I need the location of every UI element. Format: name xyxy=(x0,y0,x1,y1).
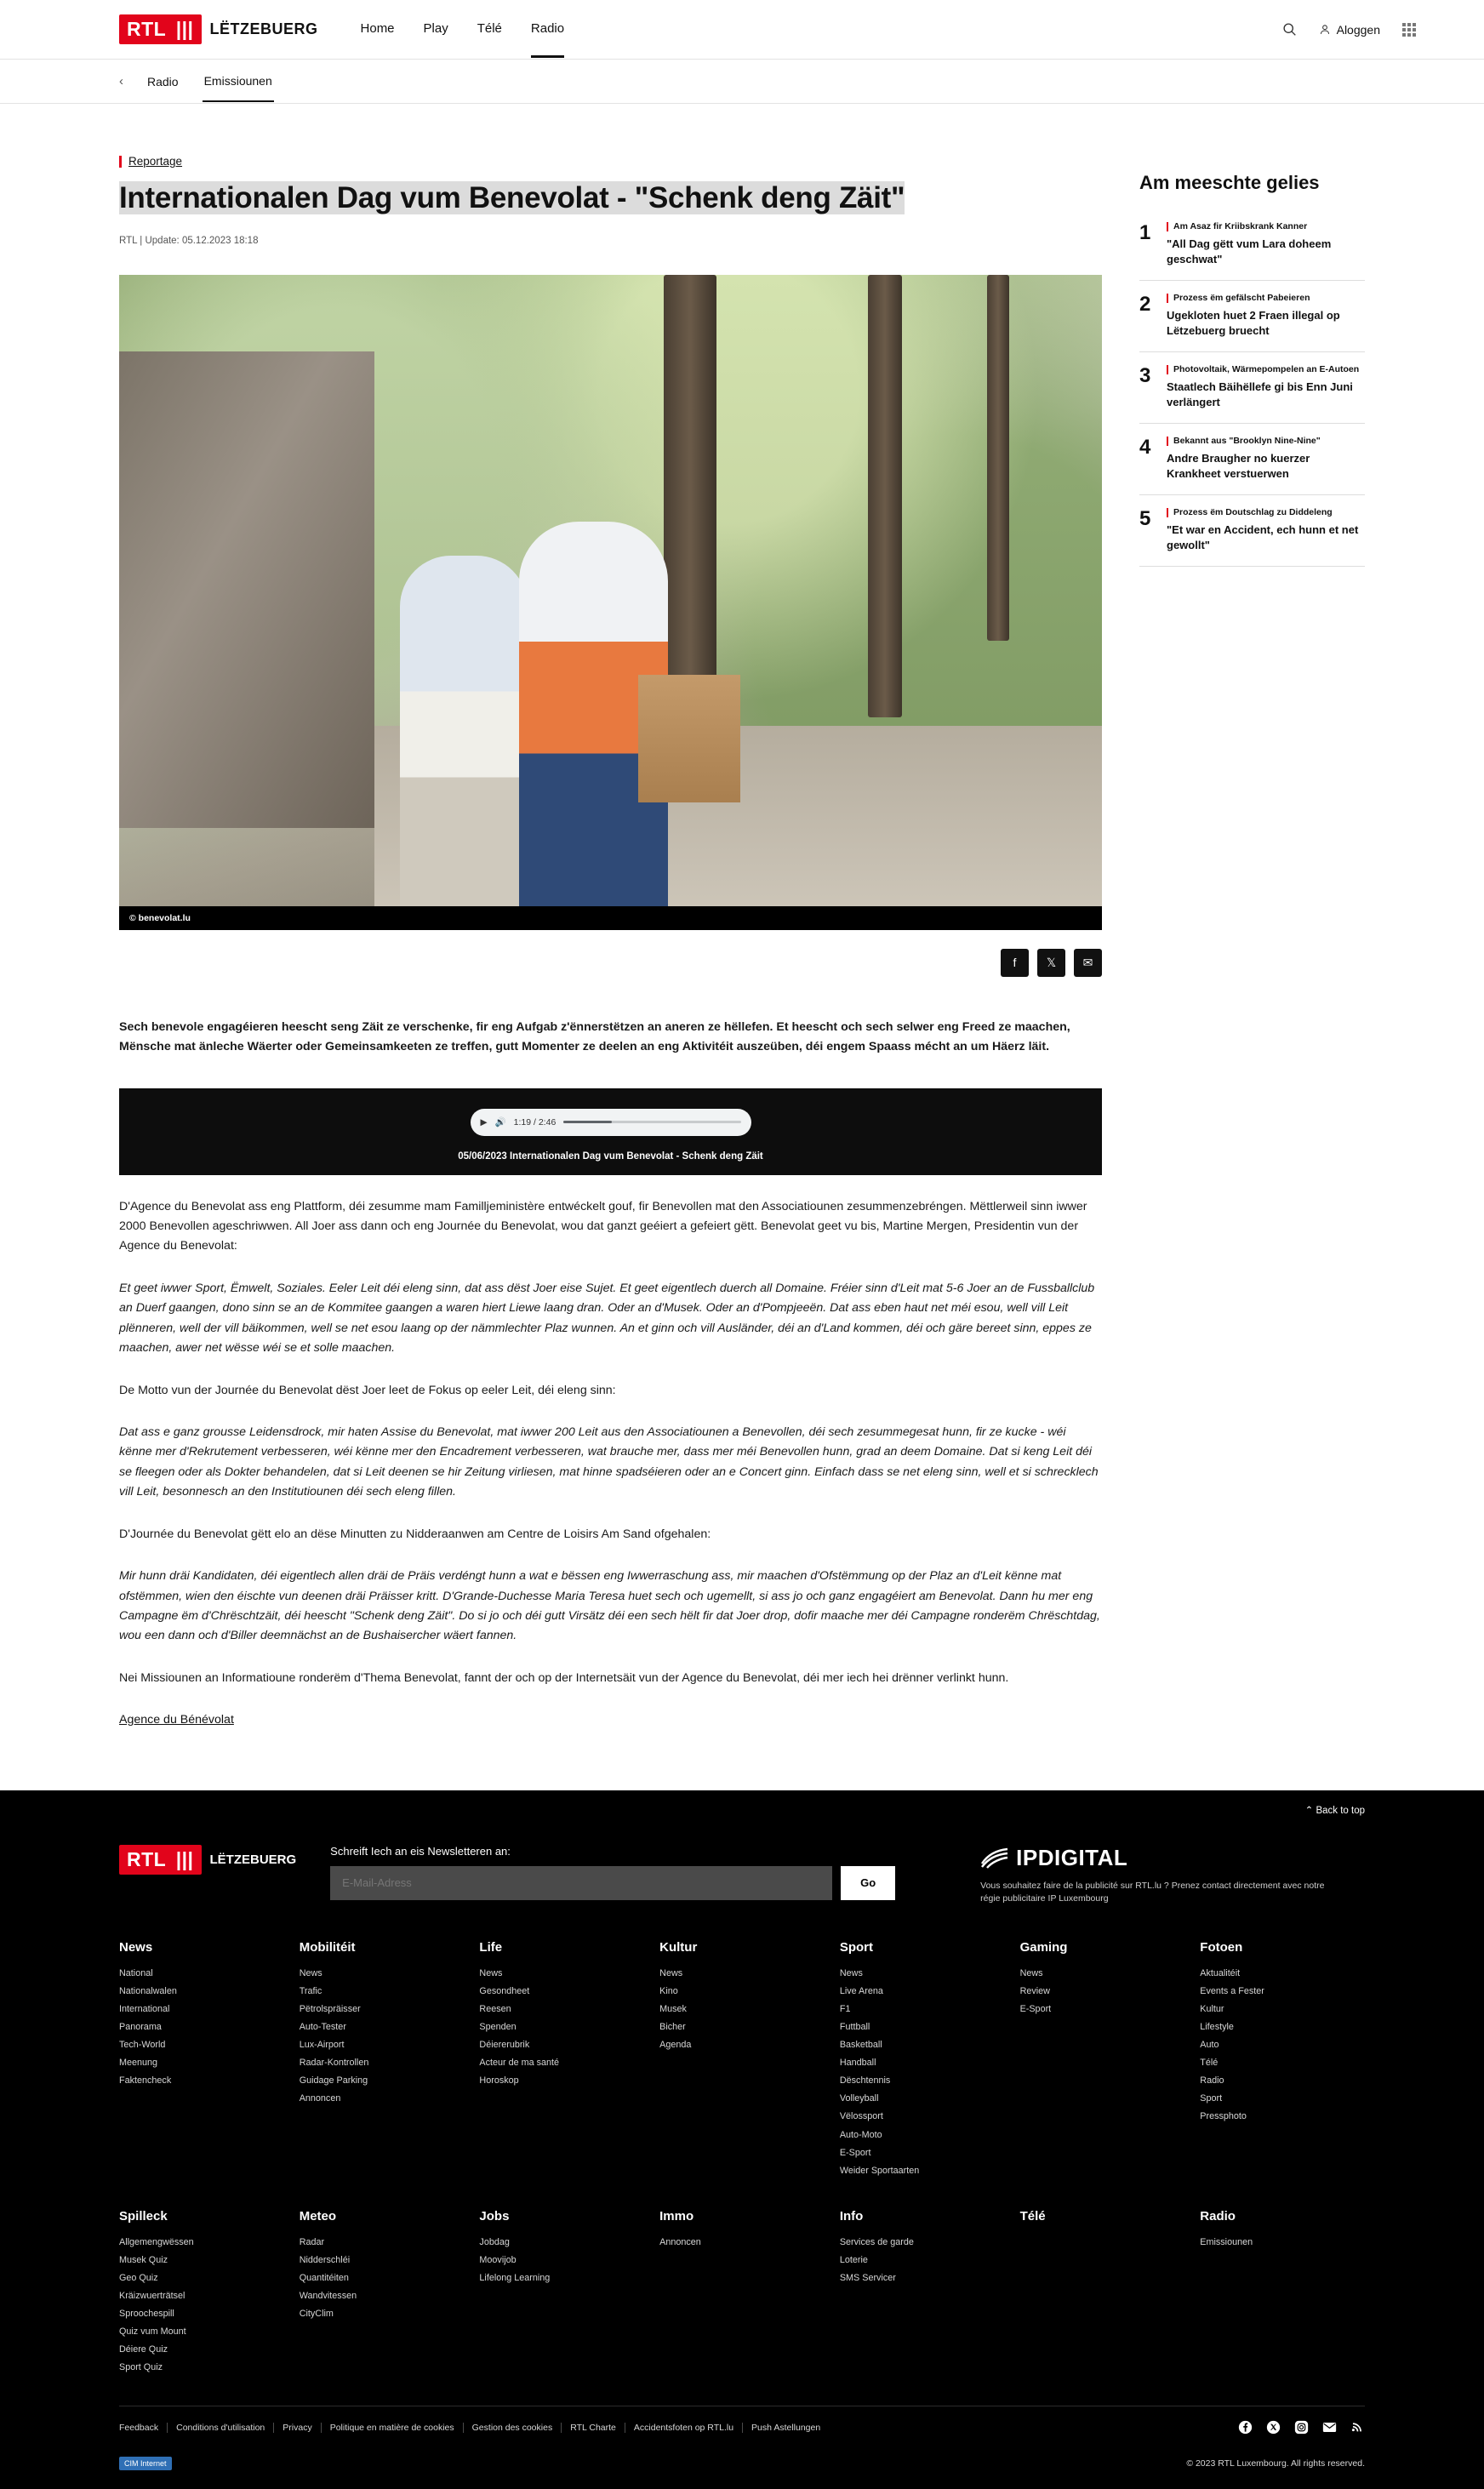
rtl-logo-mark xyxy=(119,1845,202,1875)
footer-link[interactable]: Spenden xyxy=(479,2022,517,2033)
audio-player-block xyxy=(119,1088,1102,1175)
footer-column-tele xyxy=(1020,2209,1185,2377)
footer-link[interactable]: Musek xyxy=(659,2004,687,2015)
top-right-actions xyxy=(1282,22,1441,37)
footer-link[interactable]: CityClim xyxy=(299,2308,334,2319)
hero-wall-shape xyxy=(119,351,374,828)
sub-navigation-bar xyxy=(0,60,1484,104)
ip-digital-swoosh-icon xyxy=(980,1847,1009,1869)
article-paragraph: D'Journée du Benevolat gëtt elo an dëse Minutten zu Nidderaanwen am Centre de Loisirs Am Sand ofgehalen: xyxy=(119,1527,711,1541)
kicker-accent-bar xyxy=(1167,222,1168,231)
footer-link[interactable]: Sport Quiz xyxy=(119,2362,163,2372)
footer-link[interactable]: Wandvitessen xyxy=(299,2290,357,2301)
rank-kicker xyxy=(1167,507,1365,517)
hero-person-elderly xyxy=(400,556,528,913)
footer-column-title: Télé xyxy=(1019,2208,1046,2224)
footer-link[interactable]: Vëlossport xyxy=(839,2111,883,2122)
ip-digital-logo-text: IPDIGITAL xyxy=(1016,1844,1128,1870)
footer-column-immo xyxy=(659,2209,825,2377)
footer-link[interactable]: Faktencheck xyxy=(119,2075,172,2087)
audio-progress-bar[interactable] xyxy=(563,1121,740,1123)
login-label: Aloggen xyxy=(1336,22,1380,37)
rank-title: "Et war en Accident, ech hunn et net gewollt" xyxy=(1167,523,1359,551)
hero-tree-2 xyxy=(868,275,902,717)
rank-number: 5 xyxy=(1139,507,1151,531)
rank-title: "All Dag gëtt vum Lara doheem geschwat" xyxy=(1167,237,1332,265)
rank-kicker xyxy=(1167,364,1365,374)
rank-kicker xyxy=(1167,221,1365,231)
footer-link[interactable]: Pressphoto xyxy=(1200,2111,1247,2122)
footer-column-title: Meteo xyxy=(299,2208,337,2224)
back-to-top-bar xyxy=(0,1790,1484,1821)
footer-link[interactable]: Bicher xyxy=(659,2022,686,2033)
footer-link[interactable]: Weider Sportaarten xyxy=(839,2165,920,2176)
footer-link[interactable]: Reesen xyxy=(479,2004,511,2015)
rank-title: Andre Braugher no kuerzer Krankheet verstuerwen xyxy=(1167,452,1310,480)
footer-link[interactable]: Horoskop xyxy=(479,2075,519,2087)
footer-social-icons xyxy=(1238,2420,1365,2435)
agence-benevolat-link[interactable]: Agence du Bénévolat xyxy=(119,1713,234,1727)
hero-image-container xyxy=(119,275,1102,930)
instagram-icon[interactable] xyxy=(1294,2420,1309,2435)
login-button[interactable] xyxy=(1319,23,1380,37)
article-byline: RTL | Update: 05.12.2023 18:18 xyxy=(119,235,259,246)
rank-title: Staatlech Bäihëllefe gi bis Enn Juni verlängert xyxy=(1167,380,1353,408)
footer-link[interactable]: E-Sport xyxy=(839,2147,871,2158)
facebook-icon[interactable] xyxy=(1238,2420,1253,2435)
share-buttons xyxy=(119,949,1102,977)
hero-image xyxy=(119,275,1102,930)
footer-link[interactable]: Gesondheet xyxy=(479,1986,530,1997)
footer-link[interactable]: Kultur xyxy=(1200,2004,1224,2015)
footer-link[interactable]: Acteur de ma santé xyxy=(479,2058,560,2069)
rank-kicker-text: Prozess ëm Doutschlag zu Diddeleng xyxy=(1173,507,1333,518)
footer-link[interactable]: Allgemengwëssen xyxy=(119,2236,194,2247)
footer-link[interactable]: Handball xyxy=(839,2058,876,2069)
rank-kicker-text: Photovoltaik, Wärmepompelen an E-Autoen xyxy=(1173,364,1360,375)
footer-link[interactable]: Lifestyle xyxy=(1200,2022,1234,2033)
footer-column-title: Kultur xyxy=(659,1940,698,1955)
rss-icon[interactable] xyxy=(1350,2420,1365,2435)
footer-link[interactable]: Volleyball xyxy=(839,2093,879,2104)
ip-digital-text: Vous souhaitez faire de la publicité sur RTL.lu ? Prenez contact directement avec notre régie publicitaire IP Luxembourg xyxy=(980,1880,1325,1904)
footer-link[interactable]: Quantitéiten xyxy=(299,2272,349,2283)
rank-number: 4 xyxy=(1139,436,1151,460)
footer-link[interactable]: Sproochespill xyxy=(119,2308,174,2319)
footer-link[interactable]: Live Arena xyxy=(839,1986,883,1997)
footer-link[interactable]: News xyxy=(1019,1968,1043,1979)
footer-column-title: News xyxy=(119,1940,153,1955)
footer-link[interactable]: Radar xyxy=(299,2236,325,2247)
footer-link[interactable]: International xyxy=(119,2004,170,2015)
nav-item-play[interactable]: Play xyxy=(423,21,448,36)
footer-link[interactable]: Review xyxy=(1019,1986,1050,1997)
user-icon xyxy=(1319,24,1331,36)
footer-legal-link[interactable]: Push Astellungen xyxy=(751,2422,821,2433)
footer-link[interactable]: E-Sport xyxy=(1019,2004,1052,2015)
logo-bars-icon: ||| xyxy=(175,18,194,40)
footer-legal-link[interactable]: RTL Charte xyxy=(562,2423,625,2433)
article-kicker xyxy=(119,155,1102,168)
article-lead-paragraph: Sech benevole engagéieren heescht seng Zäit ze verschenke, fir eng Aufgab z'ënnerstëtzen an aneren ze hëllefen. Et heescht och sech selwer eng Freed ze maachen, Mënsche mat änleche Wäerter oder Gemeinsamkeeten ze treffen, gutt Momenter ze deelen an eng Aktivitéit auszeüben, déi engem Spaass mécht an um Häerz läit. xyxy=(119,1019,1070,1054)
main-menu xyxy=(361,1,565,58)
footer-link[interactable]: Musek Quiz xyxy=(119,2254,168,2265)
list-item[interactable] xyxy=(1139,352,1365,424)
rank-number: 3 xyxy=(1139,364,1151,388)
hero-grocery-bag xyxy=(638,675,740,802)
image-credit: © benevolat.lu xyxy=(119,906,1102,930)
footer-link[interactable]: Services de garde xyxy=(839,2236,914,2247)
footer-link[interactable]: Aktualitéit xyxy=(1200,1968,1241,1979)
facebook-share-button[interactable]: f xyxy=(1001,949,1029,977)
footer-column-title: Gaming xyxy=(1019,1940,1068,1955)
footer-link[interactable]: Futtball xyxy=(839,2022,870,2033)
footer-column-title: Mobilitéit xyxy=(299,1940,356,1955)
footer-link[interactable]: Auto-Moto xyxy=(839,2129,882,2140)
footer-column-news xyxy=(119,1940,284,2180)
rank-number: 1 xyxy=(1139,221,1151,244)
footer-link[interactable]: Lux-Airport xyxy=(299,2040,345,2051)
sidebar-title: Am meeschte gelies xyxy=(1139,172,1320,193)
copyright-text: © 2023 RTL Luxembourg. All rights reserved. xyxy=(1186,2458,1365,2469)
x-share-button[interactable]: 𝕏 xyxy=(1037,949,1065,977)
footer-link[interactable]: Télé xyxy=(1200,2058,1219,2069)
rank-number: 2 xyxy=(1139,293,1151,317)
kicker-accent-bar xyxy=(119,156,122,168)
subnav-item-radio[interactable]: Radio xyxy=(147,74,179,88)
footer-link[interactable]: Emissiounen xyxy=(1200,2236,1253,2247)
hero-tree-3 xyxy=(987,275,1009,641)
footer-column-jobs xyxy=(479,2209,644,2377)
footer-link-grid-row-2 xyxy=(119,2209,1365,2406)
newsletter-label: Schreift Iech an eis Newsletteren an: xyxy=(330,1844,511,1858)
rtl-logo-mark xyxy=(119,14,202,44)
footer-column-title: Info xyxy=(839,2208,864,2224)
cim-internet-badge[interactable]: CIM Internet xyxy=(119,2457,172,2470)
nav-item-radio[interactable]: Radio xyxy=(531,1,564,58)
footer-legal-link[interactable]: Accidentsfoten op RTL.lu xyxy=(625,2423,743,2433)
footer-legal-link[interactable]: Gestion des cookies xyxy=(464,2423,562,2433)
footer-column-kultur xyxy=(659,1940,825,2180)
footer-column-life xyxy=(479,1940,644,2180)
footer-link[interactable]: Auto-Tester xyxy=(299,2022,346,2033)
footer-legal-links xyxy=(119,2423,829,2433)
ip-digital-block xyxy=(980,1845,1346,1907)
footer-link[interactable]: Quiz vum Mount xyxy=(119,2326,186,2337)
footer-link[interactable]: Nidderschléi xyxy=(299,2254,351,2265)
footer-link[interactable]: Annoncen xyxy=(299,2093,341,2104)
kicker-accent-bar xyxy=(1167,508,1168,517)
footer-link[interactable]: Lifelong Learning xyxy=(479,2272,551,2283)
article-body xyxy=(119,1018,1102,1731)
x-icon[interactable] xyxy=(1266,2420,1281,2435)
audio-time: 1:19 / 2:46 xyxy=(513,1116,556,1127)
footer-column-sport xyxy=(840,1940,1005,2180)
audio-caption: 05/06/2023 Internationalen Dag vum Benevolat - Schenk deng Zäit xyxy=(458,1150,763,1162)
footer-link[interactable]: F1 xyxy=(839,2004,851,2015)
footer-link[interactable]: Basketball xyxy=(839,2040,882,2051)
site-logo-subtitle: LËTZEBUERG xyxy=(209,20,318,37)
newsletter-go-button[interactable]: Go xyxy=(841,1866,895,1900)
footer-link[interactable]: Agenda xyxy=(659,2040,692,2051)
footer-link[interactable]: News xyxy=(299,1968,322,1979)
footer-column-fotoen xyxy=(1200,1940,1365,2180)
footer-column-radio xyxy=(1200,2209,1365,2377)
footer-link[interactable]: Kino xyxy=(659,1986,678,1997)
rank-kicker-text: Bekannt aus "Brooklyn Nine-Nine" xyxy=(1173,436,1321,447)
footer-logo-subtitle: LËTZEBUERG xyxy=(209,1852,297,1867)
list-item[interactable] xyxy=(1139,424,1365,495)
search-icon[interactable] xyxy=(1282,22,1297,37)
audio-player[interactable] xyxy=(471,1109,751,1136)
rtl-logo-text: RTL xyxy=(127,18,166,40)
kicker-link[interactable]: Reportage xyxy=(128,155,183,168)
footer-link[interactable]: SMS Servicer xyxy=(839,2272,896,2283)
article-paragraph: Nei Missiounen an Informatioune ronderëm d'Thema Benevolat, fannt der och op der Internetsäit vun der Agence du Benevolat, déi mer iech hei drënner verlinkt hunn. xyxy=(119,1670,1009,1685)
page-content xyxy=(0,104,1484,1790)
footer-copyright-bar xyxy=(119,2448,1365,2489)
site-footer xyxy=(0,1821,1484,2489)
article-paragraph: Dat ass e ganz grousse Leidensdrock, mir haten Assise du Benevolat, mat iwwer 200 Leit aus den Associatiounen a Benevollen, déi sech zesummegesat hunn, fir ze kucke - wéi kënne mer d'Rekrutement verbesseren, wéi kënne mer den Encadrement verbesseren, wat brauche mer, dass mer méi Benevollen hunn, grad an deem Domaine. Dat si keng Leit déi se fleegen oder als Dokter behandelen, dat si Leit deenen se hir Zeitung virliesen, mat hinne spadséieren oder an e Concert ginn. Einfach dass se net eleng sinn, well et si schrecklech vill Leit, besonnesch an den Institutiounen déi sech eleng fillen. xyxy=(119,1424,1099,1499)
rank-title: Ugekloten huet 2 Fraen illegal op Lëtzebuerg bruecht xyxy=(1167,309,1340,337)
footer-link[interactable]: Sport xyxy=(1200,2093,1223,2104)
footer-column-title: Life xyxy=(479,1940,503,1955)
footer-link[interactable]: Radio xyxy=(1200,2075,1224,2087)
footer-column-spilleck xyxy=(119,2209,284,2377)
footer-link[interactable]: Events a Fester xyxy=(1200,1986,1264,1997)
footer-link[interactable]: Loterie xyxy=(839,2254,868,2265)
footer-bottom-bar xyxy=(119,2406,1365,2448)
footer-link[interactable]: News xyxy=(479,1968,503,1979)
footer-column-gaming xyxy=(1020,1940,1185,2180)
article-paragraph: Mir hunn dräi Kandidaten, déi eigentlech allen dräi de Präis verdéngt hunn a wat e bëssen eng Iwwerraschung ass, mir maachen d'Ofstëmmung op der Plaz an d'Leit kënne mat ofstëmmen, wien den éischte vun deenen dräi Präisser kritt. D'Grande-Duchesse Maria Teresa huet sech och ugemellt, si ass jo och ganz engagéiert am Benevolat. Dann hu mer eng Campagne ëm d'Chrëschtzäit, déi heescht "Schenk deng Zäit". Do si jo och déi gutt Virsätz déi een sech hëlt fir dat Joer drop, dofir maache mer déi Campagne ronderëm Chrëschtdag, wou een dann och d'Biller deemnächst an de Bushaisercher wäert fannen. xyxy=(119,1569,1100,1643)
footer-link[interactable]: Pëtrolspräisser xyxy=(299,2004,361,2015)
email-share-button[interactable]: ✉ xyxy=(1074,949,1102,977)
logo-bars-icon: ||| xyxy=(175,1847,194,1870)
footer-link-grid-row-1 xyxy=(119,1940,1365,2209)
footer-column-title: Spilleck xyxy=(119,2208,168,2224)
footer-column-title: Jobs xyxy=(479,2208,510,2224)
nav-item-tele[interactable]: Télé xyxy=(477,21,502,36)
kicker-accent-bar xyxy=(1167,294,1168,303)
back-chevron-icon[interactable]: ‹ xyxy=(119,74,123,88)
footer-link[interactable]: Trafic xyxy=(299,1986,322,1997)
footer-column-meteo xyxy=(300,2209,465,2377)
back-to-top-label: Back to top xyxy=(1316,1805,1365,1816)
rank-kicker xyxy=(1167,436,1365,446)
footer-link[interactable]: Dëschtennis xyxy=(839,2075,891,2087)
newsletter-email-input[interactable] xyxy=(330,1866,832,1900)
back-to-top-button[interactable]: ⌃ Back to top xyxy=(1304,1805,1365,1816)
footer-link[interactable]: News xyxy=(659,1968,683,1979)
kicker-accent-bar xyxy=(1167,365,1168,374)
footer-link[interactable]: Kräizwuerträtsel xyxy=(119,2290,186,2301)
page-title xyxy=(119,180,1102,217)
play-icon[interactable]: ▶ xyxy=(480,1116,488,1127)
footer-column-title: Radio xyxy=(1200,2208,1236,2224)
list-item[interactable] xyxy=(1139,281,1365,352)
rank-kicker-text: Am Asaz fir Kriibskrank Kanner xyxy=(1173,221,1308,231)
footer-link[interactable]: Nationalwalen xyxy=(119,1986,177,1997)
footer-link[interactable]: Geo Quiz xyxy=(119,2272,158,2283)
footer-column-mobiliteit xyxy=(300,1940,465,2180)
footer-link[interactable]: News xyxy=(839,1968,863,1979)
footer-link[interactable]: Déiererubrik xyxy=(479,2040,530,2051)
mail-icon[interactable] xyxy=(1322,2420,1337,2435)
subnav-item-emissiounen[interactable]: Emissiounen xyxy=(203,61,274,102)
footer-link[interactable]: Tech-World xyxy=(119,2040,166,2051)
footer-link[interactable]: Déiere Quiz xyxy=(119,2343,168,2355)
footer-link[interactable]: National xyxy=(119,1968,153,1979)
footer-column-title: Immo xyxy=(659,2208,694,2224)
rtl-logo-text: RTL xyxy=(127,1847,166,1870)
footer-legal-link[interactable]: Conditions d'utilisation xyxy=(168,2423,274,2433)
footer-column-info xyxy=(840,2209,1005,2377)
article-paragraph: Et geet iwwer Sport, Ëmwelt, Soziales. Eeler Leit déi eleng sinn, dat ass dëst Joer eise Sujet. Et geet eigentlech duerch all Domaine. Fréier sinn d'Leit mat 5-6 Joer an de Fussballclub an Duerf gaangen, dono sinn se an de Kommitee gaangen a waren hiert Liewe laang dran. Oder an d'Musek. Oder an d'Pompjeeën. Dat ass eben haut net méi esou, well vill Leit plënneren, well der vill bäikommen, well se net esou laang op der nämmlechter Plaz wunnen. An et ginn och vill Ausländer, déi an d'Land kommen, déi och gäre bereet sinn, eppes ze maachen, awer net wësse wéi se et solle maachen. xyxy=(119,1281,1095,1356)
volume-icon[interactable]: 🔊 xyxy=(494,1117,506,1128)
article-column xyxy=(119,155,1102,1731)
rank-kicker-text: Prozess ëm gefälscht Pabeieren xyxy=(1173,293,1310,304)
footer-link[interactable]: Panorama xyxy=(119,2022,162,2033)
nav-item-home[interactable]: Home xyxy=(360,21,395,36)
footer-top xyxy=(119,1830,1365,1941)
article-paragraph: D'Agence du Benevolat ass eng Plattform, déi zesumme mam Familljeministère entwéckelt gouf, fir Benevollen mat den Associatiounen zesummenzebréngen. Mëttlerweil sinn iwwer 2000 Benevollen ageschriwwen. All Joer ass dann och eng Journée du Benevolat, wou dat ganzt geéiert a gefeiert gëtt. Benevolat geet vu bis, Martine Mergen, Presidentin vun der Agence du Benevolat: xyxy=(119,1199,1087,1253)
ip-digital-logo xyxy=(980,1845,1346,1871)
footer-legal-link[interactable]: Feedback xyxy=(119,2423,168,2433)
footer-legal-link[interactable]: Politique en matière de cookies xyxy=(322,2423,464,2433)
kicker-accent-bar xyxy=(1167,437,1168,446)
footer-logo[interactable] xyxy=(119,1845,296,1875)
footer-link[interactable]: Meenung xyxy=(119,2058,158,2069)
footer-legal-link[interactable]: Privacy xyxy=(274,2423,321,2433)
footer-link[interactable]: Annoncen xyxy=(659,2236,701,2247)
sidebar-most-read xyxy=(1139,155,1365,1731)
list-item[interactable] xyxy=(1139,209,1365,281)
footer-link[interactable]: Radar-Kontrollen xyxy=(299,2058,369,2069)
rank-kicker xyxy=(1167,293,1365,303)
site-logo[interactable] xyxy=(119,14,318,44)
footer-column-title: Fotoen xyxy=(1200,1940,1243,1955)
footer-column-title: Sport xyxy=(839,1940,874,1955)
footer-link[interactable]: Auto xyxy=(1200,2040,1219,2051)
top-navigation-bar xyxy=(0,0,1484,60)
footer-link[interactable]: Moovijob xyxy=(479,2254,517,2265)
grid-icon[interactable] xyxy=(1402,23,1416,37)
article-headline: Internationalen Dag vum Benevolat - "Schenk deng Zäit" xyxy=(119,181,905,214)
newsletter-signup xyxy=(330,1845,895,1900)
footer-link[interactable]: Jobdag xyxy=(479,2236,510,2247)
footer-link[interactable]: Guidage Parking xyxy=(299,2075,368,2087)
article-paragraph: De Motto vun der Journée du Benevolat dëst Joer leet de Fokus op eeler Leit, déi eleng sinn: xyxy=(119,1383,616,1397)
list-item[interactable] xyxy=(1139,495,1365,567)
